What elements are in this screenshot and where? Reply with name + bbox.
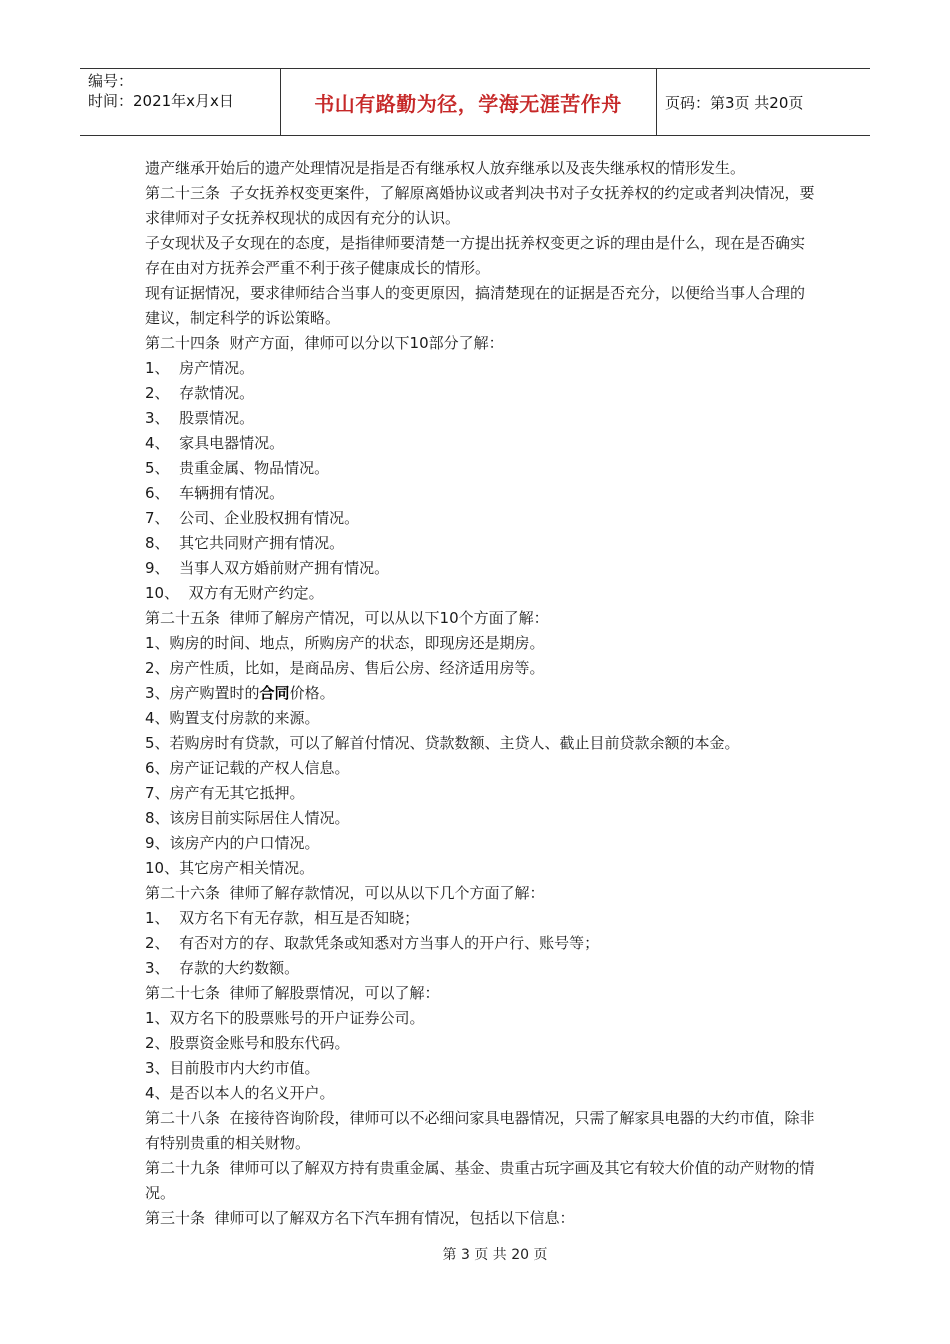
list-item: 6、房产证记载的产权人信息。 <box>145 759 350 777</box>
document-number-label: 编号： <box>88 72 134 90</box>
paragraph: 现有证据情况，要求律师结合当事人的变更原因，搞清楚现在的证据是否充分，以便给当事人合理的建议，制定科学的诉讼策略。 <box>145 284 806 327</box>
list-item: 10、其它房产相关情况。 <box>145 859 315 877</box>
list-item: 2、 有否对方的存、取款凭条或知悉对方当事人的开户行、账号等； <box>145 934 600 952</box>
article-28: 第二十八条 在接待咨询阶段，律师可以不必细问家具电器情况，只需了解家具电器的大约市值，除非有特别贵重的相关财物。 <box>145 1109 815 1152</box>
list-item: 7、房产有无其它抵押。 <box>145 784 305 802</box>
list-item: 1、双方名下的股票账号的开户证券公司。 <box>145 1009 425 1027</box>
contract-link[interactable]: 合同 <box>259 684 290 702</box>
article-25: 第二十五条 律师了解房产情况，可以从以下10个方面了解： <box>145 609 549 627</box>
list-item: 1、 房产情况。 <box>145 359 255 377</box>
page-footer: 第 3 页 共 20 页 <box>442 1247 548 1263</box>
list-item: 8、 其它共同财产拥有情况。 <box>145 534 345 552</box>
list-item-prefix: 3、房产购置时的 <box>145 684 260 702</box>
paragraph: 子女现状及子女现在的态度，是指律师要清楚一方提出抚养权变更之诉的理由是什么，现在是否确实存在由对方抚养会严重不利于孩子健康成长的情形。 <box>145 234 806 277</box>
list-item: 2、房产性质，比如，是商品房、售后公房、经济适用房等。 <box>145 659 545 677</box>
header-page-info: 页码：第3页 共20页 <box>665 93 804 112</box>
list-item: 3、 股票情况。 <box>145 409 255 427</box>
article-29: 第二十九条 律师可以了解双方持有贵重金属、基金、贵重古玩字画及其它有较大价值的动产财物的情况。 <box>145 1159 815 1202</box>
list-item: 2、 存款情况。 <box>145 384 255 402</box>
header-motto: 书山有路勤为径，学海无涯苦作舟 <box>314 91 622 116</box>
list-item-contract-price <box>145 681 815 706</box>
document-body <box>145 156 815 1231</box>
paragraph: 遗产继承开始后的遗产处理情况是指是否有继承权人放弃继承以及丧失继承权的情形发生。 <box>145 159 746 177</box>
list-item: 9、 当事人双方婚前财产拥有情况。 <box>145 559 390 577</box>
page-header <box>80 68 870 136</box>
list-item: 1、购房的时间、地点，所购房产的状态，即现房还是期房。 <box>145 634 545 652</box>
article-30: 第三十条 律师可以了解双方名下汽车拥有情况，包括以下信息： <box>145 1209 575 1227</box>
list-item: 9、该房产内的户口情况。 <box>145 834 320 852</box>
article-24: 第二十四条 财产方面，律师可以分以下10部分了解： <box>145 334 504 352</box>
list-item: 10、 双方有无财产约定。 <box>145 584 324 602</box>
list-item: 4、是否以本人的名义开户。 <box>145 1084 335 1102</box>
list-item: 3、 存款的大约数额。 <box>145 959 300 977</box>
header-divider-right <box>656 69 657 135</box>
header-meta <box>88 71 234 111</box>
list-item-suffix: 价格。 <box>289 684 335 702</box>
list-item: 4、 家具电器情况。 <box>145 434 285 452</box>
list-item: 5、若购房时有贷款，可以了解首付情况、贷款数额、主贷人、截止目前贷款余额的本金。 <box>145 734 740 752</box>
list-item: 5、 贵重金属、物品情况。 <box>145 459 330 477</box>
list-item: 1、 双方名下有无存款，相互是否知晓； <box>145 909 420 927</box>
list-item: 2、股票资金账号和股东代码。 <box>145 1034 350 1052</box>
list-item: 3、目前股市内大约市值。 <box>145 1059 320 1077</box>
list-item: 6、 车辆拥有情况。 <box>145 484 285 502</box>
list-item: 4、购置支付房款的来源。 <box>145 709 320 727</box>
article-26: 第二十六条 律师了解存款情况，可以从以下几个方面了解： <box>145 884 545 902</box>
document-date-label: 时间：2021年x月x日 <box>88 92 234 110</box>
list-item: 8、该房目前实际居住人情况。 <box>145 809 350 827</box>
article-27: 第二十七条 律师了解股票情况，可以了解： <box>145 984 440 1002</box>
list-item: 7、 公司、企业股权拥有情况。 <box>145 509 360 527</box>
article-23: 第二十三条 子女抚养权变更案件，了解原离婚协议或者判决书对子女抚养权的约定或者判决情况，要求律师对子女抚养权现状的成因有充分的认识。 <box>145 184 815 227</box>
